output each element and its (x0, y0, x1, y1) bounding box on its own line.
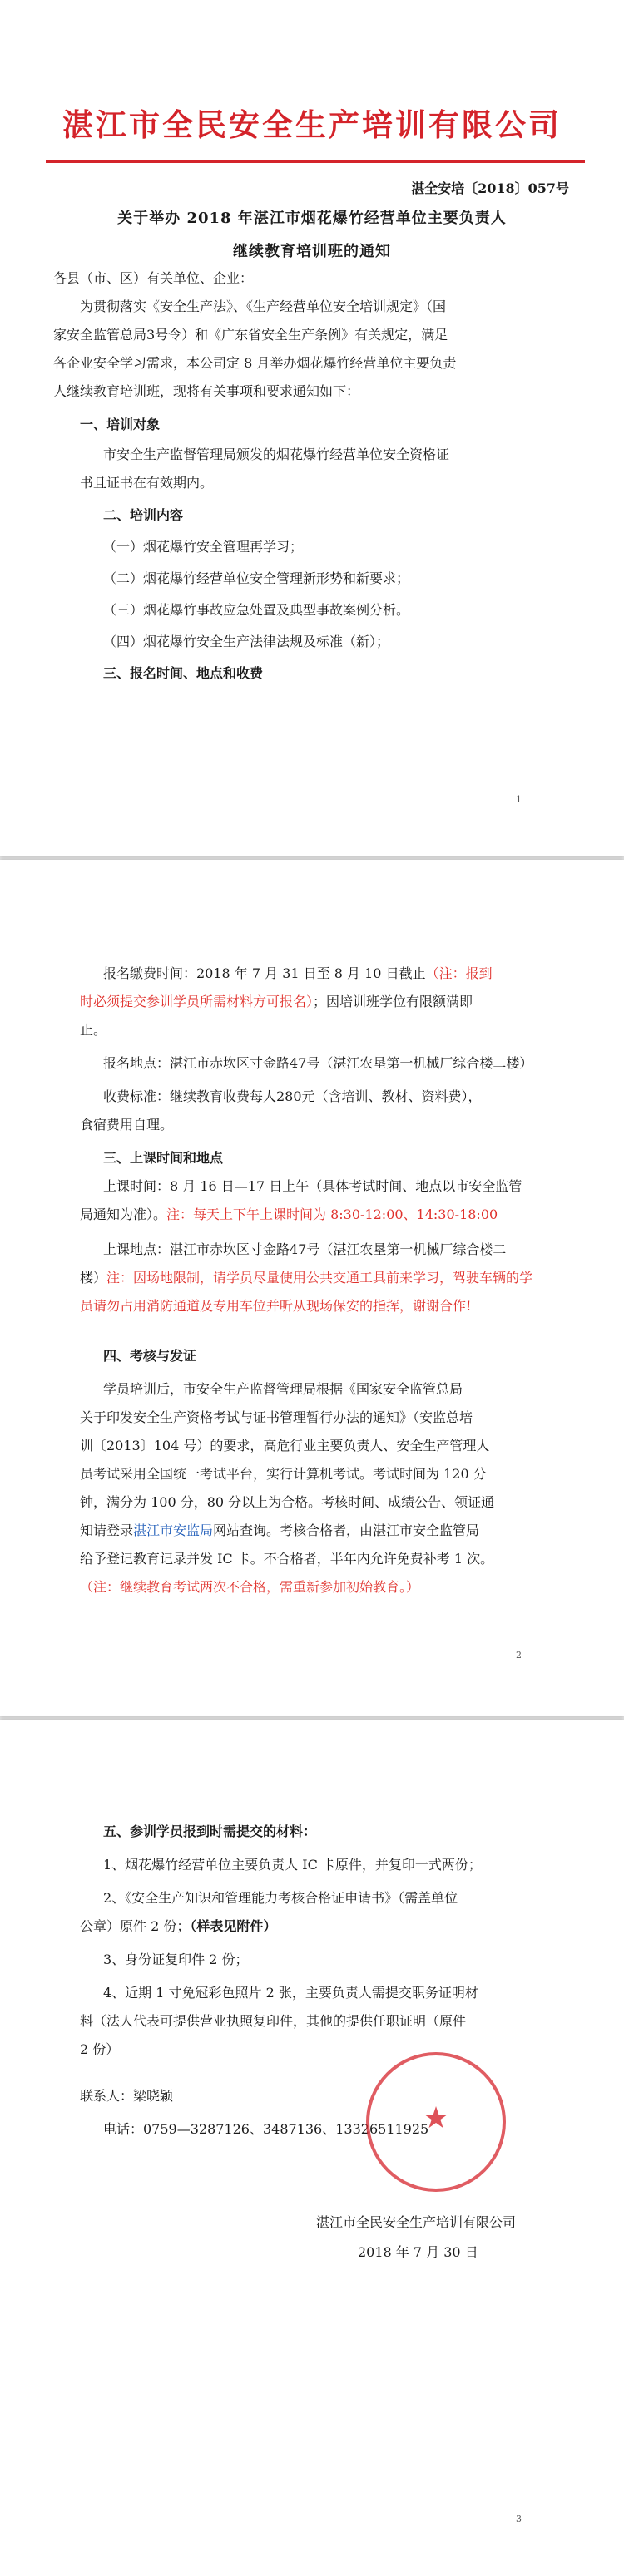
registration-note: （注：报到 (425, 965, 493, 981)
section-heading-1: 一、培训对象 (80, 417, 161, 432)
assessment-text: 训〔2013〕104 号）的要求，高危行业主要负责人、安全生产管理人 (80, 1438, 490, 1453)
document-number: 湛全安培〔2018〕057号 (411, 180, 569, 196)
assessment-text: 钟，满分为 100 分，80 分以上为合格。考核时间、成绩公告、领证通 (80, 1494, 495, 1510)
assessment-note: （注：继续教育考试两次不合格，需重新参加初始教育。） (80, 1579, 420, 1595)
page-number: 1 (516, 794, 522, 805)
training-content-item: （一）烟花爆竹安全管理再学习； (103, 539, 304, 555)
class-time-cont (80, 1201, 498, 1229)
notice-title-line-1: 关于举办 2018 年湛江市烟花爆竹经营单位主要负责人 (117, 210, 507, 227)
section-heading-3b: 三、上课时间和地点 (103, 1150, 224, 1166)
contact-person: 联系人：梁晓颖 (80, 2088, 174, 2104)
document-page-1 (0, 0, 624, 856)
training-content-item: （二）烟花爆竹经营单位安全管理新形势和新要求； (103, 570, 410, 586)
intro-line: 人继续教育培训班，现将有关事项和要求通知如下： (53, 383, 360, 399)
training-content-item: （三）烟花爆竹事故应急处置及典型事故案例分析。 (103, 602, 410, 618)
material-item: 4、近期 1 寸免冠彩色照片 2 张，主要负责人需提交职务证明材 (103, 1985, 478, 2001)
section-1-text: 书且证书在有效期内。 (80, 475, 214, 491)
red-header-rule (46, 160, 585, 163)
section-1-text: 市安全生产监督管理局颁发的烟花爆竹经营单位安全资格证 (103, 447, 450, 462)
class-location: 上课地点：湛江市赤坎区寸金路47号（湛江农垦第一机械厂综合楼二 (103, 1241, 507, 1257)
material-item-cont: 2 份） (80, 2041, 120, 2057)
page-number: 3 (516, 2514, 522, 2524)
assessment-text: 给予登记教育记录并发 IC 卡。不合格者，半年内允许免费补考 1 次。 (80, 1551, 494, 1567)
registration-time (103, 960, 493, 988)
class-location-cont (80, 1264, 532, 1292)
assessment-text: 员考试采用全国统一考试平台，实行计算机考试。考试时间为 120 分 (80, 1466, 487, 1482)
org-header: 湛江市全民安全生产培训有限公司 (62, 106, 562, 143)
registration-time-text: ；因培训班学位有限额满即 (313, 994, 473, 1009)
material-item-cont: 料（法人代表可提供营业执照复印件，其他的提供任职证明（原件 (80, 2013, 467, 2029)
assessment-text-part: 知请登录 (80, 1522, 134, 1538)
section-heading-2: 二、培训内容 (103, 507, 184, 523)
section-heading-5: 五、参训学员报到时需提交的材料： (103, 1823, 317, 1839)
training-content-item: （四）烟花爆竹安全生产法律法规及标准（新）； (103, 634, 390, 649)
salutation: 各县（市、区）有关单位、企业： (53, 270, 254, 286)
signature-date: 2018 年 7 月 30 日 (358, 2244, 478, 2260)
section-heading-3: 三、报名时间、地点和收费 (103, 665, 264, 681)
intro-line: 各企业安全学习需求，本公司定 8 月举办烟花爆竹经营单位主要负责 (53, 355, 457, 371)
registration-time-text: 报名缴费时间：2018 年 7 月 31 日至 8 月 10 日截止 (103, 965, 426, 981)
material-item-text: 公章）原件 2 份； (80, 1918, 191, 1934)
document-page-2 (0, 860, 624, 1716)
intro-line: 家安全监管总局3号令）和《广东省安全生产条例》有关规定，满足 (53, 327, 448, 343)
class-time: 上课时间：8 月 16 日—17 日上午（具体考试时间、地点以市安全监管 (103, 1178, 522, 1194)
safety-bureau-website-link[interactable]: 湛江市安监局 (133, 1522, 214, 1538)
signature-org: 湛江市全民安全生产培训有限公司 (316, 2214, 517, 2230)
assessment-text (80, 1517, 479, 1545)
fee-standard: 收费标准：继续教育收费每人280元（含培训、教材、资料费）， (103, 1088, 482, 1104)
class-time-note: 注：每天上下午上课时间为 8:30-12:00、14:30-18:00 (166, 1207, 498, 1222)
class-time-text: 局通知为准）。 (80, 1207, 167, 1222)
intro-line: 为贯彻落实《安全生产法》、《生产经营单位安全培训规定》（国 (80, 299, 447, 314)
registration-time-cont: 止。 (80, 1022, 107, 1038)
material-item: 2、《安全生产知识和管理能力考核合格证申请书》（需盖单位 (103, 1890, 458, 1906)
material-item: 3、身份证复印件 2 份； (103, 1952, 249, 1967)
document-page-3 (0, 1720, 624, 2576)
registration-note: 时必须提交参训学员所需材料方可报名） (80, 994, 314, 1009)
fee-standard-cont: 食宿费用自理。 (80, 1117, 174, 1133)
page-number: 2 (516, 1650, 522, 1661)
section-heading-4: 四、考核与发证 (103, 1348, 197, 1364)
registration-place: 报名地点：湛江市赤坎区寸金路47号（湛江农垦第一机械厂综合楼二楼） (103, 1055, 533, 1071)
sample-form-note: （样表见附件） (190, 1918, 277, 1934)
class-location-note: 员请勿占用消防通道及专用车位并听从现场保安的指挥，谢谢合作! (80, 1298, 472, 1314)
notice-title-line-2: 继续教育培训班的通知 (233, 243, 391, 260)
class-location-note: 注：因场地限制，请学员尽量使用公共交通工具前来学习，驾驶车辆的学 (106, 1270, 533, 1286)
assessment-text: 学员培训后，市安全生产监督管理局根据《国家安全监管总局 (103, 1381, 463, 1397)
material-item-cont (80, 1912, 276, 1941)
assessment-text-part: 网站查询。考核合格者，由湛江市安全监管局 (213, 1522, 480, 1538)
class-location-text: 楼） (80, 1270, 107, 1286)
contact-phone: 电话：0759—3287126、3487136、13326511925 (103, 2121, 429, 2137)
seal-star-icon: ★ (422, 2101, 450, 2135)
registration-time-cont (80, 988, 473, 1016)
material-item: 1、烟花爆竹经营单位主要负责人 IC 卡原件，并复印一式两份； (103, 1857, 482, 1873)
assessment-text: 关于印发安全生产资格考试与证书管理暂行办法的通知》（安监总培 (80, 1409, 473, 1425)
